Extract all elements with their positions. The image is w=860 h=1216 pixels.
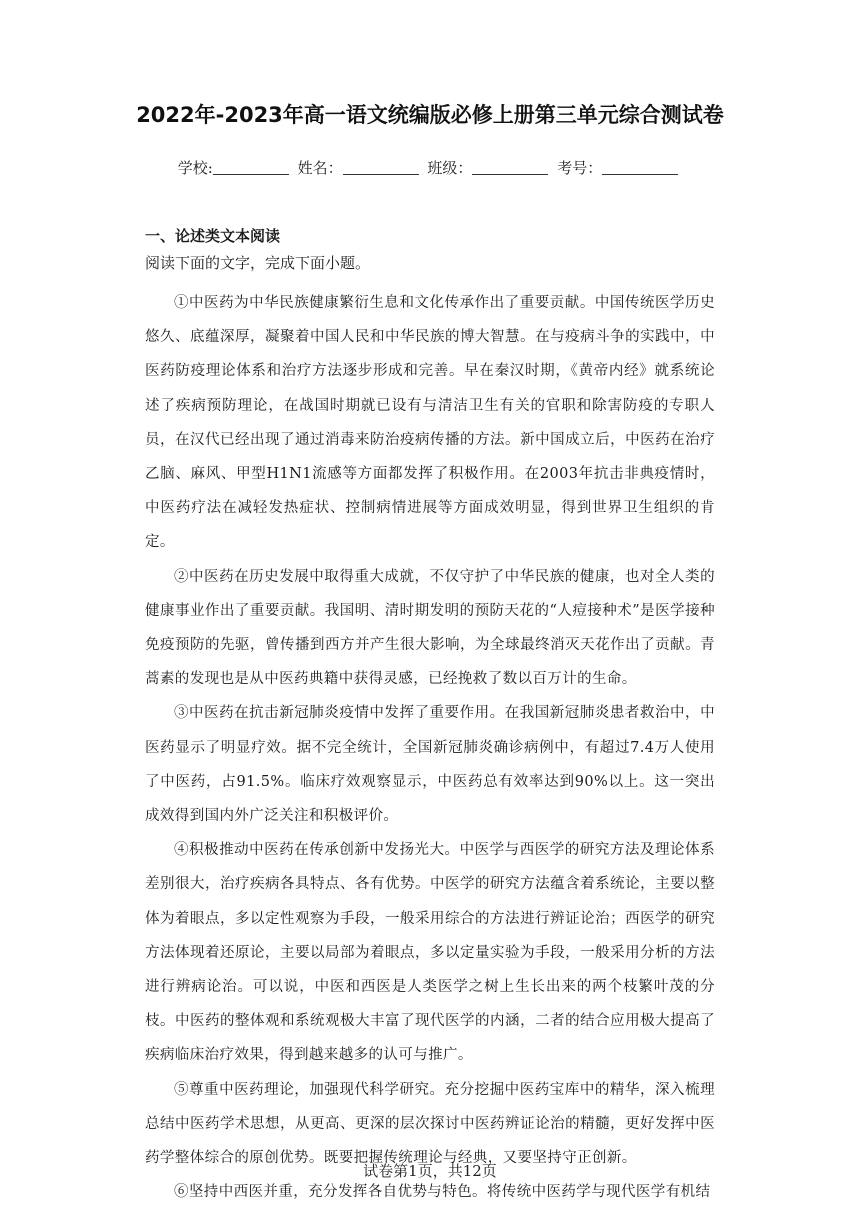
section-heading: 一、论述类文本阅读 [145,227,281,245]
passage-paragraph-6: ⑥坚持中西医并重，充分发挥各自优势与特色。将传统中医药学与现代医学有机结 [174,1184,711,1201]
class-blank[interactable] [472,160,548,175]
reading-instruction: 阅读下面的文字，完成下面小题。 [145,254,371,272]
exam-title: 2022年-2023年高一语文统编版必修上册第三单元综合测试卷 [136,103,724,127]
exam-number-label: 考号： [557,159,603,177]
exam-number-blank[interactable] [602,160,678,175]
page-footer: 试卷第1页，共12页 [363,1162,497,1180]
class-label: 班级： [427,159,473,177]
passage-paragraph-1: ①中医药为中华民族健康繁衍生息和文化传承作出了重要贡献。中国传统医学历史悠久、底蕴深厚，凝聚着中国人民和中华民族的博大智慧。在与疫病斗争的实践中，中医药防疫理论体系和治疗方法逐步形成和完善。早在秦汉时期，《黄帝内经》就系统论述了疾病预防理论，在战国时期就已设有与清洁卫生有关的官职和除害防疫的专职人员，在汉代已经出现了通过消毒来防治疫病传播的方法。新中国成立后，中医药在治疗乙脑、麻风、甲型H1N1流感等方面都发挥了积极作用。在2003年抗击非典疫情时，中医药疗法在减轻发热症状、控制病情进展等方面成效明显，得到世界卫生组织的肯定。 [145,295,715,551]
student-info-line [0,157,860,179]
passage-paragraph-2: ②中医药在历史发展中取得重大成就，不仅守护了中华民族的健康，也对全人类的健康事业作出了重要贡献。我国明、清时期发明的预防天花的“人痘接种术”是医学接种免疫预防的先驱，曾传播到西方并产生很大影响，为全球最终消灭天花作出了贡献。青蒿素的发现也是从中医药典籍中获得灵感，已经挽救了数以百万计的生命。 [145,568,715,688]
passage-paragraph-4: ④积极推动中医药在传承创新中发扬光大。中医学与西医学的研究方法及理论体系差别很大，治疗疾病各具特点、各有优势。中医学的研究方法蕴含着系统论，主要以整体为着眼点，多以定性观察为手段，一般采用综合的方法进行辨证论治；西医学的研究方法体现着还原论，主要以局部为着眼点，多以定量实验为手段，一般采用分析的方法进行辨病论治。可以说，中医和西医是人类医学之树上生长出来的两个枝繁叶茂的分枝。中医药的整体观和系统观极大丰富了现代医学的内涵，二者的结合应用极大提高了疾病临床治疗效果，得到越来越多的认可与推广。 [145,842,715,1064]
name-blank[interactable] [343,160,419,175]
passage-paragraph-3: ③中医药在抗击新冠肺炎疫情中发挥了重要作用。在我国新冠肺炎患者救治中，中医药显示了明显疗效。据不完全统计，全国新冠肺炎确诊病例中，有超过7.4万人使用了中医药，占91.5%。临床疗效观察显示，中医药总有效率达到90%以上。这一突出成效得到国内外广泛关注和积极评价。 [145,705,715,825]
school-blank[interactable] [213,160,289,175]
school-label: 学校: [177,159,213,177]
passage-paragraph-5: ⑤尊重中医药理论，加强现代科学研究。充分挖掘中医药宝库中的精华，深入梳理总结中医药学术思想，从更高、更深的层次探讨中医药辨证论治的精髓，更好发挥中医药学整体综合的原创优势。既要把握传统理论与经典，又要坚持守正创新。 [145,1081,715,1167]
reading-passage [145,286,715,1209]
name-label: 姓名： [297,159,343,177]
